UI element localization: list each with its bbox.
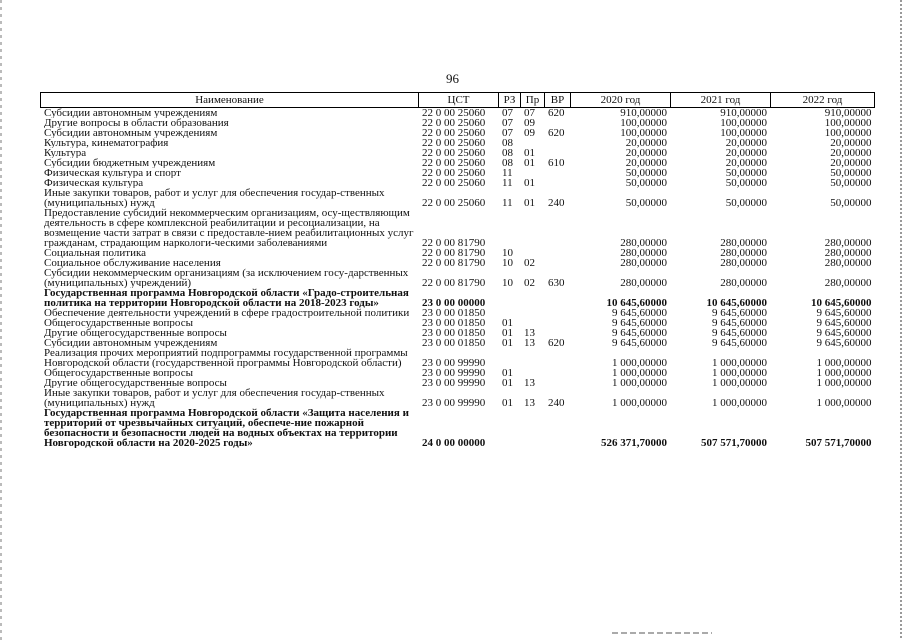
cell-pr: 02 (524, 277, 535, 288)
cell-2020: 280,00000 (620, 258, 667, 268)
cell-2022: 280,00000 (824, 258, 872, 268)
cell-name: Субсидии автономным учреждениям (44, 128, 218, 138)
cell-cst: 23 0 00 99990 (422, 397, 486, 408)
cell-vr (545, 258, 571, 268)
cell-name: Субсидии автономным учреждениям (44, 338, 218, 348)
cell-vr: 610 (548, 158, 565, 168)
cell-name: Другие общегосударственные вопросы (44, 378, 227, 388)
cell-rz: 11 (502, 178, 513, 188)
cell-vr (545, 368, 571, 378)
cell-2020: 100,00000 (620, 118, 667, 128)
cell-rz: 10 (502, 258, 513, 268)
cell-cst: 22 0 00 81790 (422, 277, 486, 288)
cell-2020: 50,00000 (625, 178, 667, 188)
table-row (41, 158, 875, 168)
cell-vr (545, 208, 571, 248)
cell-cst: 22 0 00 25060 (422, 118, 486, 128)
table-row (41, 138, 875, 148)
cell-2020: 20,00000 (625, 148, 667, 158)
cell-2020: 910,00000 (620, 107, 667, 118)
cell-pr (521, 318, 545, 328)
cell-pr (521, 248, 545, 258)
table-row (41, 108, 875, 119)
cell-name: Обеспечение деятельности учреждений в сфере градостроительной политики (44, 308, 410, 318)
table-row (41, 148, 875, 158)
cell-pr: 09 (524, 128, 535, 138)
cell-pr (521, 408, 545, 448)
table-header (41, 93, 875, 108)
cell-pr: 02 (524, 258, 535, 268)
cell-vr (545, 348, 571, 368)
cell-name: Государственная программа Новгородской области «Защита населения и территорий от чрезвычайных ситуаций, обеспече-ние пожарной безопасности и безопасности людей на водных объектах на территории Новгородской области на 2020-2025 годы» (44, 408, 409, 448)
cell-2020: 9 645,60000 (612, 308, 667, 318)
cell-2022: 100,00000 (824, 118, 872, 128)
cell-2022: 280,00000 (824, 277, 872, 288)
cell-vr: 620 (548, 128, 565, 138)
cell-rz: 01 (502, 338, 513, 348)
cell-rz (499, 408, 521, 448)
cell-2021: 100,00000 (720, 118, 767, 128)
cell-vr: 240 (548, 397, 565, 408)
cell-name: Социальное обслуживание населения (44, 258, 221, 268)
cell-2020: 1 000,00000 (612, 378, 667, 388)
cell-2021: 10 645,60000 (706, 297, 767, 308)
table-row (41, 258, 875, 268)
cell-2020: 9 645,60000 (612, 328, 667, 338)
header-2021: 2021 год (671, 93, 771, 108)
cell-rz: 01 (502, 328, 513, 338)
cell-pr (521, 308, 545, 318)
scan-artifact (612, 632, 712, 634)
table-body (41, 108, 875, 449)
cell-2020: 20,00000 (625, 138, 667, 148)
cell-2021: 507 571,70000 (701, 437, 767, 448)
cell-cst: 22 0 00 81790 (422, 237, 486, 248)
cell-cst: 22 0 00 25060 (422, 138, 486, 148)
header-2022: 2022 год (771, 93, 875, 108)
header-pr: Пр (521, 93, 545, 108)
cell-2020: 50,00000 (625, 197, 667, 208)
cell-pr: 07 (524, 107, 535, 118)
cell-2020: 100,00000 (620, 128, 667, 138)
cell-2021: 280,00000 (720, 277, 767, 288)
cell-name: Другие общегосударственные вопросы (44, 328, 227, 338)
cell-rz: 10 (502, 248, 513, 258)
cell-vr (545, 118, 571, 128)
cell-cst: 22 0 00 25060 (422, 168, 486, 178)
cell-pr (521, 208, 545, 248)
cell-cst: 22 0 00 81790 (422, 258, 486, 268)
cell-2021: 9 645,60000 (712, 328, 767, 338)
cell-name: Иные закупки товаров, работ и услуг для обеспечения государ-ственных (муниципальных) нужд (44, 188, 385, 208)
cell-name: Государственная программа Новгородской области «Градо-строительная политика на территории Новгородской области на 2018-2023 годы» (44, 288, 409, 308)
cell-2022: 1 000,00000 (816, 368, 872, 378)
cell-pr: 01 (524, 197, 535, 208)
cell-rz: 01 (502, 368, 513, 378)
cell-2020: 1 000,00000 (612, 357, 667, 368)
cell-2020: 20,00000 (625, 158, 667, 168)
cell-2022: 507 571,70000 (805, 437, 872, 448)
cell-rz: 07 (502, 107, 513, 118)
cell-2021: 9 645,60000 (712, 308, 767, 318)
cell-2022: 20,00000 (830, 158, 872, 168)
cell-cst: 22 0 00 25060 (422, 158, 486, 168)
cell-vr (545, 288, 571, 308)
cell-2022: 9 645,60000 (816, 308, 872, 318)
table-row (41, 128, 875, 138)
cell-pr: 01 (524, 158, 535, 168)
cell-2021: 1 000,00000 (712, 368, 767, 378)
cell-2022: 9 645,60000 (816, 338, 872, 348)
cell-cst: 23 0 00 99990 (422, 357, 486, 368)
table-row (41, 338, 875, 348)
cell-vr: 240 (548, 197, 565, 208)
cell-name: Другие вопросы в области образования (44, 118, 229, 128)
cell-2022: 50,00000 (830, 197, 872, 208)
cell-2022: 50,00000 (830, 168, 872, 178)
cell-rz (499, 288, 521, 308)
table-row (41, 378, 875, 388)
cell-name: Субсидии некоммерческим организациям (за исключением госу-дарственных (муниципальных) учреждений) (44, 268, 409, 288)
cell-rz (499, 308, 521, 318)
cell-2021: 20,00000 (725, 158, 767, 168)
cell-2021: 20,00000 (725, 138, 767, 148)
table-row (41, 188, 875, 208)
cell-name: Социальная политика (44, 248, 147, 258)
table-row (41, 178, 875, 188)
header-2020: 2020 год (571, 93, 671, 108)
cell-2020: 280,00000 (620, 237, 667, 248)
cell-2022: 1 000,00000 (816, 357, 872, 368)
cell-2021: 280,00000 (720, 258, 767, 268)
cell-2022: 280,00000 (824, 248, 872, 258)
cell-pr: 09 (524, 118, 535, 128)
cell-2021: 50,00000 (725, 197, 767, 208)
cell-2022: 100,00000 (824, 128, 872, 138)
cell-2021: 50,00000 (725, 178, 767, 188)
cell-2022: 50,00000 (830, 178, 872, 188)
cell-vr: 620 (548, 107, 565, 118)
cell-pr: 13 (524, 338, 535, 348)
cell-name: Реализация прочих мероприятий подпрограммы государственной программы Новгородской области (государственной программы Новгородской области) (44, 348, 408, 368)
table-row (41, 308, 875, 318)
cell-rz: 11 (502, 197, 513, 208)
cell-vr (545, 168, 571, 178)
cell-pr (521, 368, 545, 378)
table-row (41, 318, 875, 328)
scan-edge-left (0, 0, 2, 640)
cell-rz: 10 (502, 277, 513, 288)
cell-2021: 910,00000 (720, 107, 767, 118)
cell-pr (521, 288, 545, 308)
cell-rz (499, 348, 521, 368)
cell-cst: 22 0 00 25060 (422, 197, 486, 208)
cell-2020: 10 645,60000 (606, 297, 667, 308)
cell-name: Предоставление субсидий некоммерческим организациям, осу-ществляющим деятельность в сфере комплексной реабилитации и ресоциализации, на возмещение части затрат в связи с предоставле-нием реабилитационных услуг гражданам, страдающим наркологи-ческими заболеваниями (44, 208, 414, 248)
table-row (41, 388, 875, 408)
table-row (41, 168, 875, 178)
cell-rz: 01 (502, 378, 513, 388)
cell-pr: 01 (524, 178, 535, 188)
cell-name: Культура, кинематография (44, 138, 169, 148)
cell-vr (545, 138, 571, 148)
cell-name: Субсидии бюджетным учреждениям (44, 158, 216, 168)
cell-name: Иные закупки товаров, работ и услуг для обеспечения государ-ственных (муниципальных) нужд (44, 388, 385, 408)
cell-2020: 9 645,60000 (612, 318, 667, 328)
table-row (41, 208, 875, 248)
budget-table (40, 92, 875, 448)
cell-pr (521, 168, 545, 178)
cell-2022: 10 645,60000 (811, 297, 872, 308)
cell-vr (545, 178, 571, 188)
cell-2020: 280,00000 (620, 277, 667, 288)
table-row (41, 288, 875, 308)
cell-vr (545, 328, 571, 338)
cell-2021: 50,00000 (725, 168, 767, 178)
cell-rz: 08 (502, 148, 513, 158)
cell-cst: 22 0 00 25060 (422, 148, 486, 158)
cell-2021: 100,00000 (720, 128, 767, 138)
cell-2022: 20,00000 (830, 138, 872, 148)
cell-2020: 1 000,00000 (612, 397, 667, 408)
cell-2021: 1 000,00000 (712, 378, 767, 388)
cell-rz (499, 208, 521, 248)
cell-2021: 1 000,00000 (712, 357, 767, 368)
cell-cst: 23 0 00 01850 (422, 318, 486, 328)
cell-pr (521, 348, 545, 368)
cell-cst: 22 0 00 25060 (422, 107, 486, 118)
cell-vr (545, 308, 571, 318)
cell-cst: 22 0 00 25060 (422, 128, 486, 138)
table-row (41, 408, 875, 448)
table-row (41, 118, 875, 128)
scan-edge-right (900, 0, 902, 640)
cell-cst: 22 0 00 25060 (422, 178, 486, 188)
cell-cst: 23 0 00 99990 (422, 378, 486, 388)
table-row (41, 248, 875, 258)
cell-rz: 07 (502, 118, 513, 128)
cell-vr (545, 248, 571, 258)
cell-cst: 23 0 00 01850 (422, 308, 486, 318)
header-rz: РЗ (499, 93, 521, 108)
header-name: Наименование (41, 93, 419, 108)
cell-2022: 1 000,00000 (816, 378, 872, 388)
cell-pr: 01 (524, 148, 535, 158)
cell-2021: 280,00000 (720, 237, 767, 248)
page-number: 96 (446, 71, 459, 86)
cell-2021: 20,00000 (725, 148, 767, 158)
cell-2021: 9 645,60000 (712, 318, 767, 328)
header-cst: ЦСТ (419, 93, 499, 108)
cell-cst: 23 0 00 00000 (422, 297, 486, 308)
cell-rz: 11 (502, 168, 513, 178)
cell-rz: 08 (502, 138, 513, 148)
cell-2020: 1 000,00000 (612, 368, 667, 378)
cell-cst: 23 0 00 99990 (422, 368, 486, 378)
table-row (41, 328, 875, 338)
cell-name: Физическая культура и спорт (44, 168, 181, 178)
cell-2020: 526 371,70000 (601, 437, 667, 448)
cell-vr (545, 148, 571, 158)
table-row (41, 368, 875, 378)
cell-2022: 20,00000 (830, 148, 872, 158)
cell-2020: 280,00000 (620, 248, 667, 258)
cell-rz: 01 (502, 318, 513, 328)
cell-2022: 910,00000 (824, 107, 872, 118)
cell-rz: 01 (502, 397, 513, 408)
table-row (41, 348, 875, 368)
cell-pr: 13 (524, 378, 535, 388)
table-row (41, 268, 875, 288)
cell-2020: 9 645,60000 (612, 338, 667, 348)
cell-cst: 23 0 00 01850 (422, 328, 486, 338)
cell-name: Субсидии автономным учреждениям (44, 107, 218, 118)
cell-2021: 1 000,00000 (712, 397, 767, 408)
cell-cst: 23 0 00 01850 (422, 338, 486, 348)
cell-vr (545, 318, 571, 328)
cell-2022: 9 645,60000 (816, 318, 872, 328)
cell-pr: 13 (524, 328, 535, 338)
cell-name: Культура (44, 148, 87, 158)
cell-rz: 08 (502, 158, 513, 168)
cell-name: Общегосударственные вопросы (44, 318, 193, 328)
cell-cst: 22 0 00 81790 (422, 248, 486, 258)
header-vr: ВР (545, 93, 571, 108)
cell-name: Физическая культура (44, 178, 144, 188)
cell-2022: 280,00000 (824, 237, 872, 248)
cell-rz: 07 (502, 128, 513, 138)
cell-pr: 13 (524, 397, 535, 408)
cell-vr (545, 408, 571, 448)
cell-vr: 620 (548, 338, 565, 348)
cell-vr (545, 378, 571, 388)
cell-vr: 630 (548, 277, 565, 288)
cell-2022: 1 000,00000 (816, 397, 872, 408)
cell-pr (521, 138, 545, 148)
cell-2022: 9 645,60000 (816, 328, 872, 338)
cell-2020: 50,00000 (625, 168, 667, 178)
cell-2021: 9 645,60000 (712, 338, 767, 348)
cell-name: Общегосударственные вопросы (44, 368, 193, 378)
cell-2021: 280,00000 (720, 248, 767, 258)
cell-cst: 24 0 00 00000 (422, 437, 486, 448)
